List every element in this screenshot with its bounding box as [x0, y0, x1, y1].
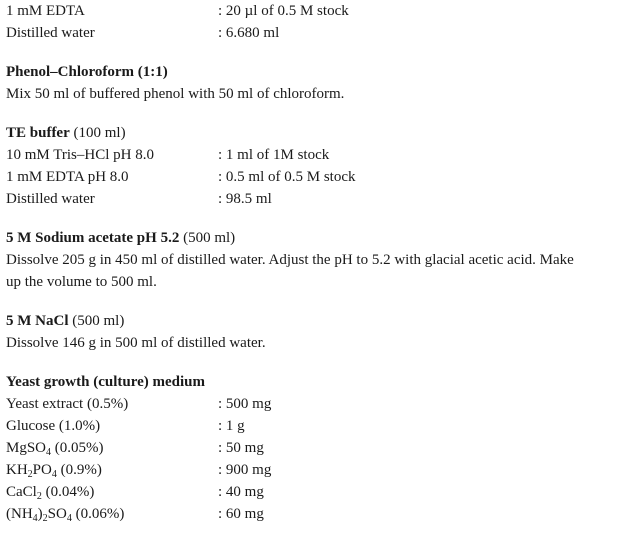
section-heading-te-buffer	[6, 122, 618, 144]
recipe-row	[6, 22, 618, 44]
section-heading-phenol-chloroform	[6, 61, 618, 83]
reagent-label: MgSO$_4$ (0.05%)	[6, 440, 104, 458]
section-title: Phenol–Chloroform (1:1)	[6, 64, 168, 80]
reagent-amount: : 500 mg	[218, 396, 272, 412]
section-text: Dissolve 146 g in 500 ml of distilled water.	[6, 335, 266, 351]
recipe-row	[6, 459, 618, 481]
section-volume: (500 ml)	[179, 230, 236, 246]
reagent-label: $(NH_4)_2SO_4$ (0.06%)	[6, 506, 125, 524]
section-text-line: up the volume to 500 ml.	[6, 274, 157, 290]
reagent-amount: : 1 ml of 1M stock	[218, 147, 330, 163]
section-volume: (500 ml)	[68, 313, 125, 329]
section-text-line: Dissolve 205 g in 450 ml of distilled water. Adjust the pH to 5.2 with glacial acetic acid. Make	[6, 252, 574, 268]
reagent-amount: : 1 g	[218, 418, 245, 434]
reagent-label: Glucose (1.0%)	[6, 418, 101, 434]
recipe-row	[6, 415, 618, 437]
reagent-amount: : 20 µl of 0.5 M stock	[218, 3, 349, 19]
recipe-row	[6, 503, 618, 525]
section-title: 5 M Sodium acetate pH 5.2	[6, 230, 180, 246]
reagent-amount: : 6.680 ml	[218, 25, 280, 41]
section-text: Mix 50 ml of buffered phenol with 50 ml of chloroform.	[6, 86, 345, 102]
reagent-amount: : 40 mg	[218, 484, 264, 500]
recipe-row	[6, 437, 618, 459]
section-volume: (100 ml)	[69, 125, 126, 141]
reagent-label: CaCl$_2$ (0.04%)	[6, 484, 95, 502]
reagent-label: Distilled water	[6, 25, 95, 41]
reagent-label: 1 mM EDTA	[6, 3, 85, 19]
recipe-row	[6, 144, 618, 166]
reagent-amount: : 60 mg	[218, 506, 264, 522]
reagent-label: Yeast extract (0.5%)	[6, 396, 129, 412]
recipe-row	[6, 166, 618, 188]
reagent-label: 10 mM Tris–HCl pH 8.0	[6, 147, 154, 163]
section-heading-nacl	[6, 310, 618, 332]
section-heading-yeast-medium	[6, 371, 618, 393]
reagent-amount: : 50 mg	[218, 440, 264, 456]
reagent-amount: : 98.5 ml	[218, 191, 272, 207]
section-title: TE buffer	[6, 125, 70, 141]
section-heading-sodium-acetate	[6, 227, 618, 249]
section-title: Yeast growth (culture) medium	[6, 374, 206, 390]
section-title: 5 M NaCl	[6, 313, 69, 329]
recipe-row	[6, 188, 618, 210]
reagent-amount: : 900 mg	[218, 462, 272, 478]
reagent-label: $KH_2PO_4$ (0.9%)	[6, 462, 102, 480]
recipe-row	[6, 393, 618, 415]
reagent-amount: : 0.5 ml of 0.5 M stock	[218, 169, 356, 185]
recipe-row	[6, 481, 618, 503]
reagent-label: 1 mM EDTA pH 8.0	[6, 169, 129, 185]
recipe-row	[6, 0, 618, 22]
document-page	[6, 0, 618, 525]
reagent-label: Distilled water	[6, 191, 95, 207]
